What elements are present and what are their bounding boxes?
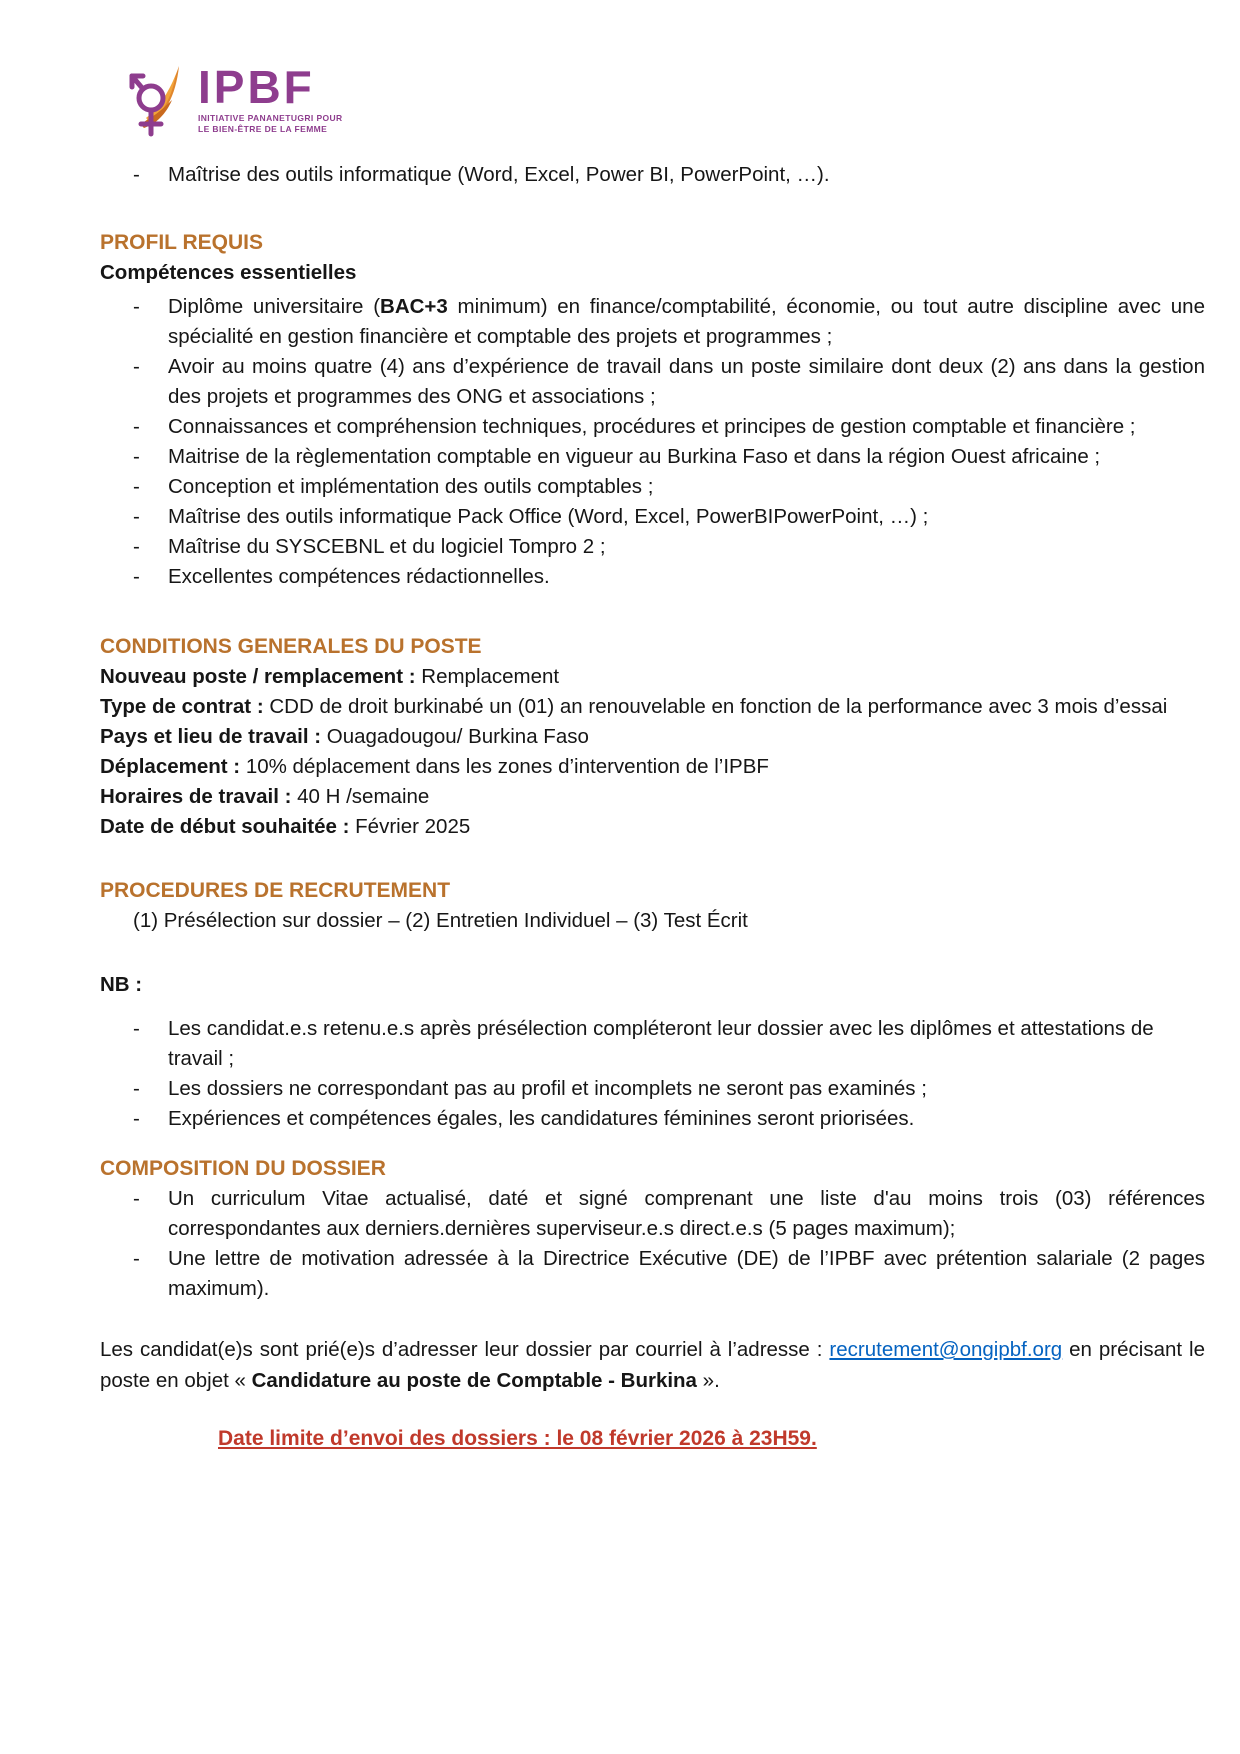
list-item-text: Maîtrise du SYSCEBNL et du logiciel Tompro 2 ; [168, 535, 606, 558]
nb-label: NB : [100, 973, 143, 996]
list-item [133, 1014, 1205, 1074]
list-item-text: Conception et implémentation des outils comptables ; [168, 475, 654, 498]
bullet-dash: - [133, 445, 140, 468]
closing-text: en précisant le poste en objet « [100, 1338, 1205, 1392]
section-heading-composition: COMPOSITION DU DOSSIER [100, 1157, 386, 1180]
section-heading-procedures: PROCEDURES DE RECRUTEMENT [100, 879, 451, 902]
closing-text: Les candidat(e)s sont prié(e)s d’adresser leur dossier par courriel à l’adresse : [100, 1338, 830, 1361]
list-item [133, 502, 1205, 532]
bullet-dash: - [133, 565, 140, 588]
bullet-dash: - [133, 535, 140, 558]
list-item [133, 1184, 1205, 1244]
list-item-text: Une lettre de motivation adressée à la Directrice Exécutive (DE) de l’IPBF avec prétention salariale (2 pages maximum). [168, 1247, 1205, 1300]
list-item [133, 562, 1205, 592]
section-heading-profil-requis: PROFIL REQUIS [100, 231, 263, 254]
logo-tagline-line1: INITIATIVE PANANETUGRI POUR [198, 113, 343, 123]
list-item-text: Maîtrise des outils informatique (Word, Excel, Power BI, PowerPoint, …). [168, 163, 830, 186]
bullet-dash: - [133, 1247, 140, 1270]
bullet-dash: - [133, 475, 140, 498]
logo-tagline-line2: LE BIEN-ÊTRE DE LA FEMME [198, 124, 328, 134]
subheading-competences: Compétences essentielles [100, 261, 357, 284]
bullet-dash: - [133, 163, 140, 186]
condition-row-date-debut: Date de début souhaitée : Février 2025 [100, 815, 471, 838]
list-item-text: Diplôme universitaire (BAC+3 minimum) en finance/comptabilité, économie, ou tout autre discipline avec une spécialité en gestion financière et comptable des projets et programmes ; [168, 295, 1205, 348]
list-item-text: Un curriculum Vitae actualisé, daté et signé comprenant une liste d'au moins trois (03) références correspondantes aux derniers.dernières superviseur.e.s direct.e.s (5 pages maximum); [168, 1187, 1205, 1240]
deadline-notice: Date limite d’envoi des dossiers : le 08 février 2026 à 23H59. [218, 1427, 817, 1450]
logo-tagline [198, 113, 343, 135]
list-item [133, 160, 1205, 190]
list-item [133, 532, 1205, 562]
list-item [133, 442, 1205, 472]
ipbf-logo [124, 56, 1205, 140]
list-item-text: Maitrise de la règlementation comptable en vigueur au Burkina Faso et dans la région Ouest africaine ; [168, 445, 1101, 468]
email-link[interactable]: recrutement@ongipbf.org [829, 1338, 1063, 1361]
list-item-text: Les dossiers ne correspondant pas au profil et incomplets ne seront pas examinés ; [168, 1077, 927, 1100]
condition-row-horaires: Horaires de travail : 40 H /semaine [100, 785, 430, 808]
list-item-text: Connaissances et compréhension techniques, procédures et principes de gestion comptable et financière ; [168, 415, 1136, 438]
logo-acronym: IPBF [198, 61, 315, 113]
closing-text: ». [696, 1369, 720, 1392]
list-item [133, 292, 1205, 352]
section-heading-conditions: CONDITIONS GENERALES DU POSTE [100, 635, 482, 658]
list-item-text: Avoir au moins quatre (4) ans d’expérience de travail dans un poste similaire dont deux (2) ans dans la gestion des projets et programmes des ONG et associations ; [168, 355, 1205, 408]
bullet-dash: - [133, 355, 140, 378]
condition-row-type-contrat: Type de contrat : CDD de droit burkinabé un (01) an renouvelable en fonction de la performance avec 3 mois d’essai [100, 695, 1168, 718]
list-item [133, 472, 1205, 502]
list-item [133, 352, 1205, 412]
list-item-text: Maîtrise des outils informatique Pack Office (Word, Excel, PowerBIPowerPoint, …) ; [168, 505, 929, 528]
condition-row-nouveau-poste: Nouveau poste / remplacement : Remplacement [100, 665, 560, 688]
profil-bullet-list [100, 292, 1205, 592]
gender-symbol-wing-icon [124, 56, 190, 140]
bullet-dash: - [133, 295, 140, 318]
list-item [133, 1074, 1205, 1104]
bullet-dash: - [133, 1187, 140, 1210]
logo-text [198, 56, 343, 135]
application-subject: Candidature au poste de Comptable - Burkina [251, 1369, 697, 1392]
condition-row-pays-lieu: Pays et lieu de travail : Ouagadougou/ Burkina Faso [100, 725, 589, 748]
bullet-dash: - [133, 1017, 140, 1040]
application-instructions [100, 1334, 1205, 1396]
bullet-dash: - [133, 1077, 140, 1100]
list-item-text: Expériences et compétences égales, les candidatures féminines seront priorisées. [168, 1107, 915, 1130]
list-item-text: Les candidat.e.s retenu.e.s après présélection compléteront leur dossier avec les diplômes et attestations de travail ; [168, 1017, 1154, 1070]
bullet-dash: - [133, 1107, 140, 1130]
bullet-dash: - [133, 415, 140, 438]
bullet-dash: - [133, 505, 140, 528]
procedures-line: (1) Présélection sur dossier – (2) Entretien Individuel – (3) Test Écrit [133, 909, 748, 932]
list-item [133, 1244, 1205, 1304]
list-item [133, 412, 1205, 442]
composition-bullet-list [100, 1184, 1205, 1304]
list-item [133, 1104, 1205, 1134]
list-item-text: Excellentes compétences rédactionnelles. [168, 565, 550, 588]
condition-row-deplacement: Déplacement : 10% déplacement dans les zones d’intervention de l’IPBF [100, 755, 769, 778]
nb-bullet-list [100, 1014, 1205, 1134]
intro-bullet-list [100, 160, 1205, 190]
